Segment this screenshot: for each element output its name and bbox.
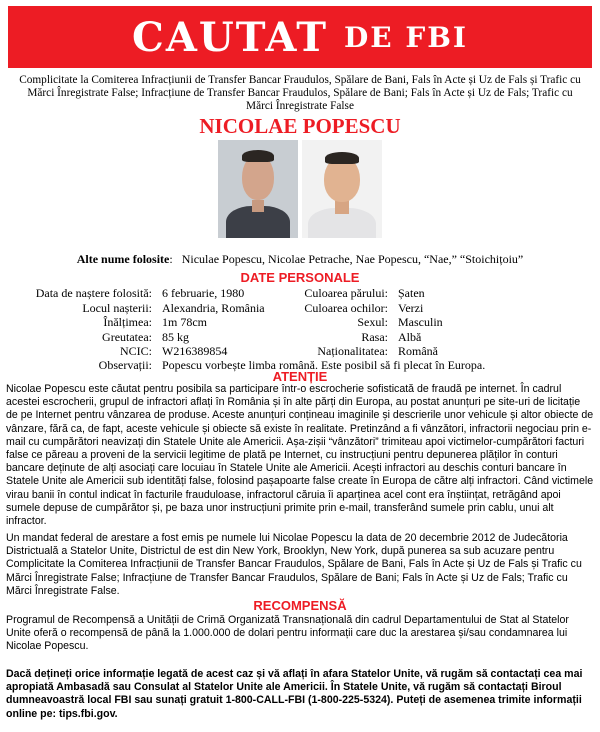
ncic-value: W216389854 xyxy=(162,344,228,358)
nationality-label: Naționalitatea: xyxy=(317,344,388,358)
banner-subtitle: DE FBI xyxy=(343,20,468,54)
wanted-banner xyxy=(8,6,592,68)
weight-value: 85 kg xyxy=(162,329,189,344)
aliases-value: Niculae Popescu, Nicolae Petrache, Nae Popescu, “Nae,” “Stoichițoiu” xyxy=(181,252,524,266)
aliases-line: Alte nume folosite: Niculae Popescu, Nicolae Petrache, Nae Popescu, “Nae,” “Stoichițoiu” xyxy=(76,252,524,266)
eye-color-label: Culoarea ochilor: xyxy=(304,300,388,315)
race-label: Rasa: xyxy=(361,329,388,344)
sex-value: Masculin xyxy=(398,315,443,329)
nationality-value: Română xyxy=(398,344,438,358)
eye-color-value: Verzi xyxy=(398,300,424,315)
banner-title: CAUTAT xyxy=(132,13,328,61)
reward-title: RECOMPENSĂ xyxy=(253,598,347,613)
remarks-value: Popescu vorbește limba română. Este posibil să fi plecat în Europa. xyxy=(162,358,486,372)
personal-left-values xyxy=(162,286,292,359)
hair-color-value: Șaten xyxy=(398,286,425,300)
personal-left-labels xyxy=(20,286,152,359)
reward-text: Programul de Recompensă a Unității de Crimă Organizată Transnațională din cadrul Departamentului de Stat al Statelor Unite oferă o recompensă de până la 1.000.000 de dolari pentru informații care duc la arestarea și/sau condamnarea lui Nicolae Popescu. xyxy=(6,614,569,653)
height-value: 1m 78cm xyxy=(162,315,207,329)
fugitive-name: NICOLAE POPESCU xyxy=(199,114,401,138)
attention-paragraph-1: Nicolae Popescu este căutat pentru posibila sa participare într-o escrocherie sofisticată de fraudă pe internet. În cadrul acestei escrocherii, grupul de infractori aflați în România și în alte părți din Europa, au postat anunțuri pe site-uri de licitație de pe Internet pentru vânzarea de produse. Aceste anunțuri conțineau imaginile și descrierile unor vehicule și altor obiecte de vânzare, fără ca, de fapt, aceste vehicule și obiecte să existe în realitate. Pretinzând a fi vânzători, infractorii negociau prin e-mail cu cumpărători neavizați din Statele Unite ale Americii. Așa-zișii “vânzători” trimiteau apoi victimelor-cumpărători facturi false ce păreau a proveni de la servicii legitime de plată pe Internet, cu instrucțiuni pentru depunerea plăților în conturi bancare deținute de alți asociați care locuiau în Statele Unite ale Americii. Acești infractori au deschis conturi bancare în Statele Unite ale Americii sub identități false, folosind pașapoarte false create în Europa de către alți infractori. Când victimele virau banii în contul indicat în facturile frauduloase, infractorul căruia îi aparținea acel cont era înștiințat, retrăgând apoi sumele depuse de cumpărător și, pe baza unor instrucțiuni primite prin e-mail, transferând sumele prin cablu, unui alt infractor. xyxy=(6,383,594,528)
fugitive-photo-2 xyxy=(302,140,382,238)
ncic-label: NCIC: xyxy=(119,344,152,358)
aliases-label: Alte nume folosite xyxy=(76,252,170,266)
race-value: Albă xyxy=(398,329,422,344)
personal-right-labels xyxy=(280,286,388,359)
fugitive-photo-1 xyxy=(218,140,298,238)
birthplace-label: Locul nașterii: xyxy=(82,300,152,315)
sex-label: Sexul: xyxy=(357,315,388,329)
birthplace-value: Alexandria, România xyxy=(162,300,265,315)
weight-label: Greutatea: xyxy=(102,329,152,344)
attention-title: ATENȚIE xyxy=(272,369,328,384)
personal-data-title: DATE PERSONALE xyxy=(240,270,360,285)
hair-color-label: Culoarea părului: xyxy=(304,286,388,300)
charges-text: Complicitate la Comiterea Infracțiunii de Transfer Bancar Fraudulos, Spălare de Bani, Fals în Acte și Uz de Fals și Trafic cu Mărci Înregistrate False; Infracțiune de Transfer Bancar Fraudulos, Spălare de Bani; Fals în Acte și Uz de Fals; Trafic cu Mărci Înregistrate False xyxy=(19,74,581,112)
height-label: Înălțimea: xyxy=(103,315,152,329)
remarks-label: Observații: xyxy=(98,358,152,372)
dob-label: Data de naștere folosită: xyxy=(35,286,152,300)
personal-right-values xyxy=(398,286,548,359)
dob-value: 6 februarie, 1980 xyxy=(162,286,245,300)
attention-paragraph-2: Un mandat federal de arestare a fost emis pe numele lui Nicolae Popescu la data de 20 decembrie 2012 de Judecătoria Districtuală a Statelor Unite, Districtul de est din New York, Brooklyn, New York, după punerea sa sub acuzare pentru Complicitate la Comiterea Infracțiunii de Transfer Bancar Fraudulos, Spălare de Bani, Fals în Acte și Uz de Fals și Trafic cu Mărci Înregistrate False; Infracțiune de Transfer Bancar Fraudulos, Spălare de Bani; Fals în Acte și Uz de Fals; Trafic cu Mărci Înregistrate False. xyxy=(6,532,582,597)
contact-text: Dacă dețineți orice informație legată de acest caz și vă aflați în afara Statelor Unite, vă rugăm să contactați cea mai apropiată Ambasadă sau Consulat al Statelor Unite ale Americii. În Statele Unite, vă rugăm să contactați Biroul dumneavoastră local FBI sau sunați gratuit 1-800-CALL-FBI (1-800-225-5324). Puteți de asemenea trimite informații online pe: tips.fbi.gov. xyxy=(6,668,583,720)
